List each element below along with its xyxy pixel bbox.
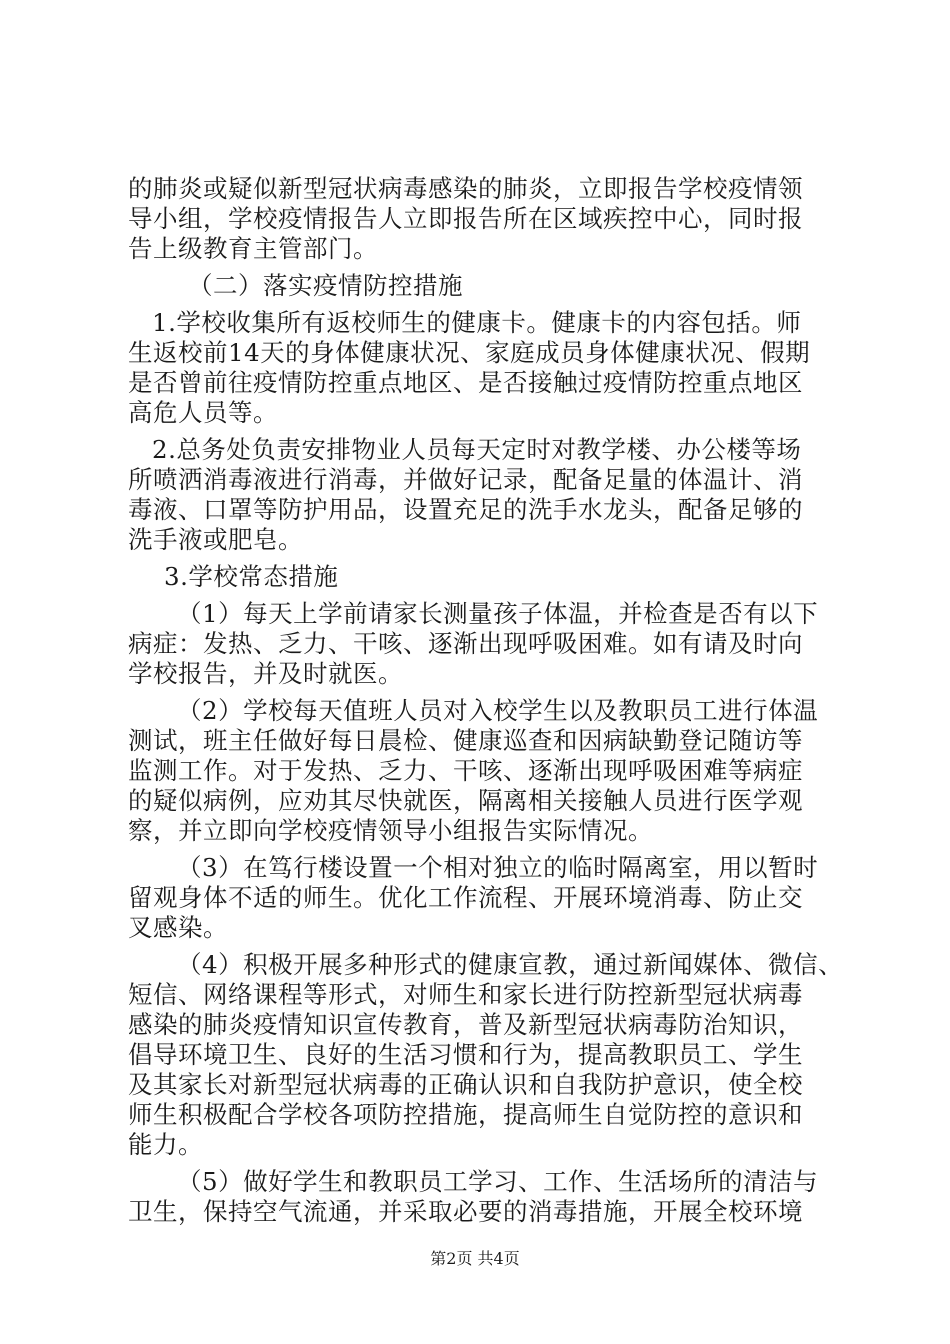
- text-line: 的疑似病例，应劝其尽快就医，隔离相关接触人员进行医学观: [128, 786, 803, 815]
- text-line: 测试，班主任做好每日晨检、健康巡查和因病缺勤登记随访等: [128, 726, 803, 755]
- text-line: 及其家长对新型冠状病毒的正确认识和自我防护意识，使全校: [128, 1070, 803, 1099]
- text-line: 高危人员等。: [128, 398, 278, 427]
- text-line: 所喷洒消毒液进行消毒，并做好记录，配备足量的体温计、消: [128, 465, 803, 494]
- section-heading-text: （二）落实疫情防控措施: [188, 271, 463, 300]
- text-line: 倡导环境卫生、良好的生活习惯和行为，提高教职员工、学生: [128, 1040, 803, 1069]
- paragraph-item-5: [128, 1167, 828, 1227]
- document-body: [128, 174, 844, 1234]
- paragraph-item-2: [128, 696, 828, 846]
- text-line: 病症：发热、乏力、干咳、逐渐出现呼吸困难。如有请及时向: [128, 629, 803, 658]
- subsection-heading-3: [128, 562, 828, 592]
- paragraph-report-procedure: [128, 174, 828, 264]
- text-line: 察，并立即向学校疫情领导小组报告实际情况。: [128, 816, 653, 845]
- text-line: 导小组，学校疫情报告人立即报告所在区域疾控中心，同时报: [128, 204, 803, 233]
- text-line: 是否曾前往疫情防控重点地区、是否接触过疫情防控重点地区: [128, 368, 803, 397]
- text-line: 2.总务处负责安排物业人员每天定时对教学楼、办公楼等场: [152, 435, 802, 464]
- text-line: 感染的肺炎疫情知识宣传教育，普及新型冠状病毒防治知识，: [128, 1010, 803, 1039]
- text-line: 卫生，保持空气流通，并采取必要的消毒措施，开展全校环境: [128, 1197, 803, 1226]
- text-line: 短信、网络课程等形式，对师生和家长进行防控新型冠状病毒: [128, 980, 803, 1009]
- text-line: 留观身体不适的师生。优化工作流程、开展环境消毒、防止交: [128, 883, 803, 912]
- paragraph-health-card: [128, 308, 828, 428]
- subsection-heading-text: 3.学校常态措施: [164, 562, 339, 591]
- text-line: 毒液、口罩等防护用品，设置充足的洗手水龙头，配备足够的: [128, 495, 803, 524]
- text-line: 洗手液或肥皂。: [128, 525, 303, 554]
- text-line: 叉感染。: [128, 913, 228, 942]
- text-line: 监测工作。对于发热、乏力、干咳、逐渐出现呼吸困难等病症: [128, 756, 803, 785]
- text-line: 告上级教育主管部门。: [128, 234, 378, 263]
- text-line: （3）在笃行楼设置一个相对独立的临时隔离室，用以暂时: [177, 853, 819, 882]
- text-line: （2）学校每天值班人员对入校学生以及教职员工进行体温: [177, 696, 819, 725]
- text-line: 的肺炎或疑似新型冠状病毒感染的肺炎，立即报告学校疫情领: [128, 174, 803, 203]
- paragraph-item-3: [128, 853, 828, 943]
- paragraph-disinfection: [128, 435, 828, 555]
- text-line: 1.学校收集所有返校师生的健康卡。健康卡的内容包括。师: [152, 308, 802, 337]
- section-heading-2: [128, 271, 828, 301]
- text-line: （1）每天上学前请家长测量孩子体温，并检查是否有以下: [177, 599, 819, 628]
- page-number-label: 第2页 共4页: [430, 1249, 520, 1268]
- text-line: （4）积极开展多种形式的健康宣教，通过新闻媒体、微信、: [177, 950, 844, 979]
- text-line: 能力。: [128, 1130, 203, 1159]
- page-footer: [0, 1246, 950, 1269]
- paragraph-item-4: [128, 950, 844, 1160]
- paragraph-item-1: [128, 599, 828, 689]
- text-line: 生返校前14天的身体健康状况、家庭成员身体健康状况、假期: [128, 338, 811, 367]
- text-line: 师生积极配合学校各项防控措施，提高师生自觉防控的意识和: [128, 1100, 803, 1129]
- text-line: （5）做好学生和教职员工学习、工作、生活场所的清洁与: [177, 1167, 819, 1196]
- text-line: 学校报告，并及时就医。: [128, 659, 403, 688]
